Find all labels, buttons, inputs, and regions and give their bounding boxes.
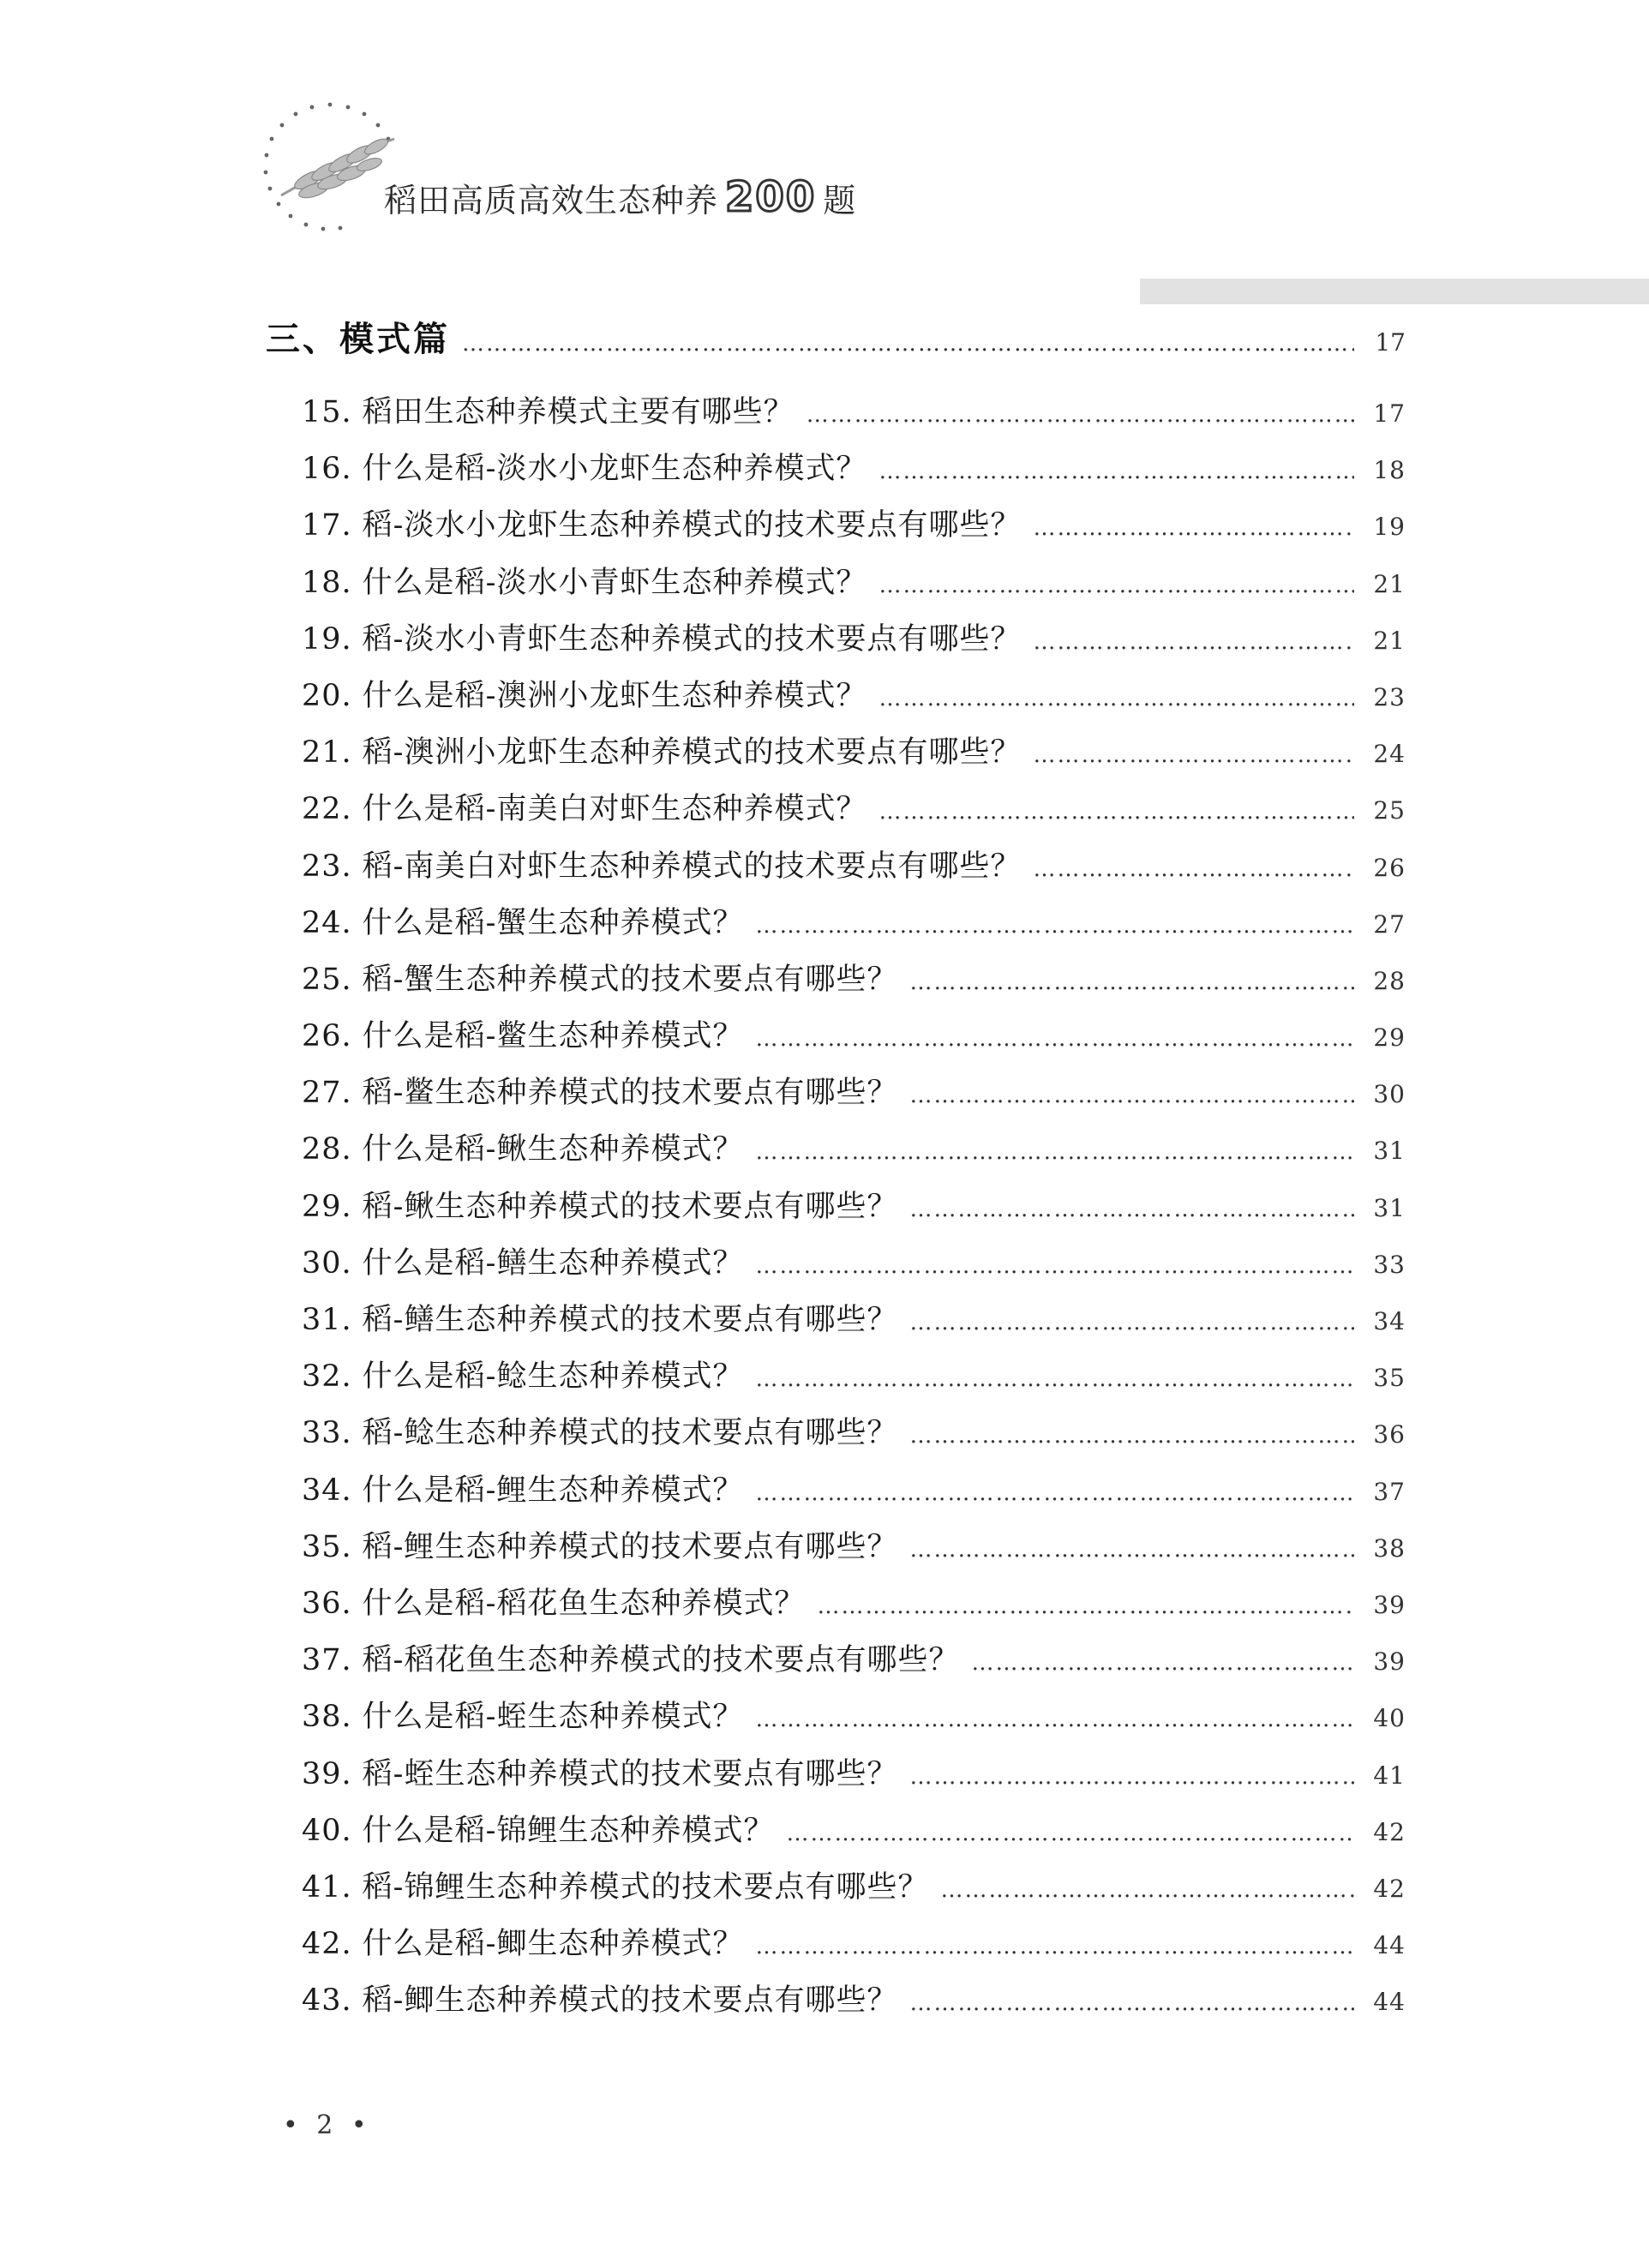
toc-entry[interactable] [266, 1803, 1406, 1859]
leader-dots [756, 1238, 1355, 1294]
entry-number: 20. [302, 678, 352, 713]
entry-number: 26. [302, 1019, 352, 1054]
entry-number: 41. [302, 1869, 352, 1905]
leader-dots [910, 1294, 1355, 1351]
leader-dots [879, 670, 1355, 727]
entry-number: 38. [302, 1700, 352, 1735]
leader-dots [756, 1465, 1355, 1521]
toc-entry[interactable] [266, 1292, 1406, 1348]
entry-question: 稻-蛭生态种养模式的技术要点有哪些？ [362, 1756, 898, 1791]
leader-dots [756, 1691, 1355, 1748]
entry-number: 18. [302, 565, 352, 600]
leader-dots [1034, 614, 1355, 670]
toc-entry[interactable] [266, 838, 1406, 895]
toc-entry[interactable] [266, 724, 1406, 781]
entry-number: 33. [302, 1416, 352, 1451]
entry-page-number: 25 [1373, 796, 1406, 825]
section-title: 三、模式篇 [266, 320, 450, 359]
toc-entry[interactable] [266, 1972, 1406, 2029]
entry-page-number: 33 [1373, 1250, 1406, 1279]
entry-number: 32. [302, 1359, 352, 1395]
entry-page-number: 18 [1373, 456, 1406, 485]
leader-dots [910, 1749, 1355, 1805]
entry-number: 37. [302, 1643, 352, 1678]
toc-entry[interactable] [266, 1689, 1406, 1745]
toc-entry[interactable] [266, 668, 1406, 724]
entry-page-number: 27 [1373, 909, 1406, 939]
entry-question: 什么是稻-鳝生态种养模式？ [362, 1245, 744, 1281]
entry-number: 17. [302, 508, 352, 543]
toc-entry[interactable] [266, 1405, 1406, 1461]
entry-question: 什么是稻-鲤生态种养模式？ [362, 1473, 744, 1508]
entry-question: 稻-淡水小龙虾生态种养模式的技术要点有哪些？ [362, 508, 1022, 543]
entry-question: 什么是稻-鳅生态种养模式？ [362, 1132, 744, 1167]
entry-page-number: 44 [1373, 1931, 1406, 1960]
toc-entry[interactable] [266, 1235, 1406, 1292]
header-rule-bar [1140, 279, 1649, 304]
entry-page-number: 42 [1373, 1817, 1406, 1846]
entry-page-number: 41 [1373, 1761, 1406, 1790]
book-title [384, 173, 856, 221]
toc-entry[interactable] [266, 1179, 1406, 1235]
entry-question: 什么是稻-南美白对虾生态种养模式？ [362, 792, 867, 827]
toc-entry[interactable] [266, 384, 1406, 441]
toc-entry[interactable] [266, 781, 1406, 837]
toc-entry[interactable] [266, 1348, 1406, 1405]
leader-dots [1034, 841, 1355, 897]
leader-dots [1034, 500, 1355, 556]
section-page-number: 17 [1375, 328, 1406, 357]
entry-question: 稻-澳洲小龙虾生态种养模式的技术要点有哪些？ [362, 735, 1022, 771]
leader-dots [756, 897, 1355, 954]
toc-entry[interactable] [266, 895, 1406, 951]
entry-number: 31. [302, 1303, 352, 1337]
leader-dots [787, 1805, 1355, 1862]
entry-question: 什么是稻-鳖生态种养模式？ [362, 1019, 744, 1054]
book-title-suffix: 题 [823, 181, 857, 219]
entry-page-number: 39 [1373, 1590, 1406, 1619]
toc-entry[interactable] [266, 1632, 1406, 1689]
entry-page-number: 34 [1373, 1307, 1406, 1335]
entry-number: 27. [302, 1076, 352, 1111]
entry-question: 稻-鳅生态种养模式的技术要点有哪些？ [362, 1189, 898, 1224]
entry-page-number: 31 [1373, 1193, 1406, 1222]
toc-entry[interactable] [266, 1065, 1406, 1121]
entry-question: 稻-鳝生态种养模式的技术要点有哪些？ [362, 1303, 898, 1337]
leader-dots [910, 1181, 1355, 1238]
entry-number: 29. [302, 1189, 352, 1224]
entry-question: 稻-鲫生态种养模式的技术要点有哪些？ [362, 1983, 898, 2019]
entry-question: 什么是稻-鲫生态种养模式？ [362, 1927, 744, 1962]
entry-page-number: 23 [1373, 682, 1406, 711]
leader-dots [756, 1918, 1355, 1975]
entry-question: 什么是稻-锦鲤生态种养模式？ [362, 1813, 775, 1848]
toc-entry[interactable] [266, 497, 1406, 554]
entry-question: 稻-蟹生态种养模式的技术要点有哪些？ [362, 962, 898, 997]
entry-page-number: 35 [1373, 1364, 1406, 1393]
entry-page-number: 29 [1373, 1023, 1406, 1053]
entry-page-number: 21 [1373, 569, 1406, 598]
leader-dots [910, 1067, 1355, 1124]
entry-page-number: 40 [1373, 1704, 1406, 1733]
leader-dots [756, 1011, 1355, 1067]
leader-dots [910, 1975, 1355, 2031]
entry-question: 稻-锦鲤生态种养模式的技术要点有哪些？ [362, 1869, 929, 1905]
toc-entry[interactable] [266, 1462, 1406, 1519]
entry-page-number: 19 [1373, 513, 1406, 542]
leader-dots [910, 1407, 1355, 1464]
entry-number: 39. [302, 1756, 352, 1791]
toc-entry[interactable] [266, 1746, 1406, 1803]
entry-number: 28. [302, 1132, 352, 1167]
entry-page-number: 39 [1373, 1647, 1406, 1677]
entry-page-number: 30 [1373, 1080, 1406, 1109]
entry-number: 16. [302, 452, 352, 487]
leader-dots [756, 1124, 1355, 1180]
running-header [257, 94, 1649, 249]
leader-dots [879, 443, 1355, 500]
entry-number: 40. [302, 1813, 352, 1848]
leader-dots [910, 1521, 1355, 1578]
leader-dots [972, 1635, 1355, 1691]
entry-number: 35. [302, 1529, 352, 1564]
book-title-prefix: 稻田高质高效生态种养 [384, 181, 719, 219]
entry-question: 稻田生态种养模式主要有哪些？ [362, 395, 795, 429]
leader-dots [879, 557, 1355, 614]
toc-section-heading[interactable] [266, 307, 1406, 372]
entry-page-number: 36 [1373, 1420, 1406, 1449]
entry-question: 什么是稻-淡水小青虾生态种养模式？ [362, 565, 867, 600]
entry-number: 19. [302, 621, 352, 657]
entry-page-number: 31 [1373, 1137, 1406, 1166]
entry-question: 稻-淡水小青虾生态种养模式的技术要点有哪些？ [362, 621, 1022, 657]
entry-question: 稻-鲶生态种养模式的技术要点有哪些？ [362, 1416, 898, 1451]
entry-page-number: 17 [1373, 399, 1406, 428]
rice-ear-logo-icon [257, 94, 403, 240]
toc-entry[interactable] [266, 555, 1406, 611]
entry-page-number: 37 [1373, 1477, 1406, 1506]
entry-page-number: 42 [1373, 1874, 1406, 1903]
entry-number: 34. [302, 1473, 352, 1508]
toc-entry-list [266, 384, 1406, 2029]
book-title-number: 200 [725, 173, 817, 221]
toc-entry[interactable] [266, 1575, 1406, 1632]
toc-entry[interactable] [266, 1008, 1406, 1065]
leader-dots [910, 954, 1355, 1011]
entry-question: 什么是稻-淡水小龙虾生态种养模式？ [362, 452, 867, 487]
entry-question: 稻-稻花鱼生态种养模式的技术要点有哪些？ [362, 1643, 960, 1678]
leader-dots [1034, 727, 1355, 783]
entry-number: 15. [302, 395, 352, 429]
entry-page-number: 24 [1373, 740, 1406, 769]
toc-entry[interactable] [266, 1916, 1406, 1972]
toc-entry[interactable] [266, 611, 1406, 668]
entry-number: 36. [302, 1586, 352, 1621]
toc-entry[interactable] [266, 1859, 1406, 1916]
entry-number: 42. [302, 1927, 352, 1962]
leader-dots [756, 1351, 1355, 1407]
entry-number: 30. [302, 1245, 352, 1281]
page-folio: • 2 • [283, 2110, 372, 2140]
entry-question: 什么是稻-稻花鱼生态种养模式？ [362, 1586, 806, 1621]
entry-page-number: 38 [1373, 1533, 1406, 1563]
entry-number: 21. [302, 735, 352, 771]
toc-entry[interactable] [266, 441, 1406, 497]
entry-question: 稻-鲤生态种养模式的技术要点有哪些？ [362, 1529, 898, 1564]
leader-dots [807, 387, 1354, 443]
table-of-contents [266, 307, 1406, 2029]
entry-question: 什么是稻-蟹生态种养模式？ [362, 905, 744, 940]
entry-page-number: 26 [1373, 853, 1406, 882]
entry-number: 23. [302, 849, 352, 884]
entry-question: 稻-鳖生态种养模式的技术要点有哪些？ [362, 1076, 898, 1111]
entry-number: 43. [302, 1983, 352, 2019]
entry-page-number: 44 [1373, 1988, 1406, 2017]
toc-entry[interactable] [266, 951, 1406, 1008]
leader-dots [941, 1862, 1355, 1918]
toc-entry[interactable] [266, 1121, 1406, 1178]
entry-question: 什么是稻-蛭生态种养模式？ [362, 1700, 744, 1735]
leader-dots [879, 783, 1355, 840]
entry-number: 25. [302, 962, 352, 997]
entry-question: 什么是稻-澳洲小龙虾生态种养模式？ [362, 678, 867, 713]
entry-question: 稻-南美白对虾生态种养模式的技术要点有哪些？ [362, 849, 1022, 884]
leader-dots [818, 1578, 1355, 1635]
entry-page-number: 28 [1373, 966, 1406, 995]
entry-question: 什么是稻-鲶生态种养模式？ [362, 1359, 744, 1395]
toc-entry[interactable] [266, 1519, 1406, 1575]
leader-dots [462, 311, 1354, 376]
entry-number: 24. [302, 905, 352, 940]
entry-page-number: 21 [1373, 626, 1406, 655]
entry-number: 22. [302, 792, 352, 827]
